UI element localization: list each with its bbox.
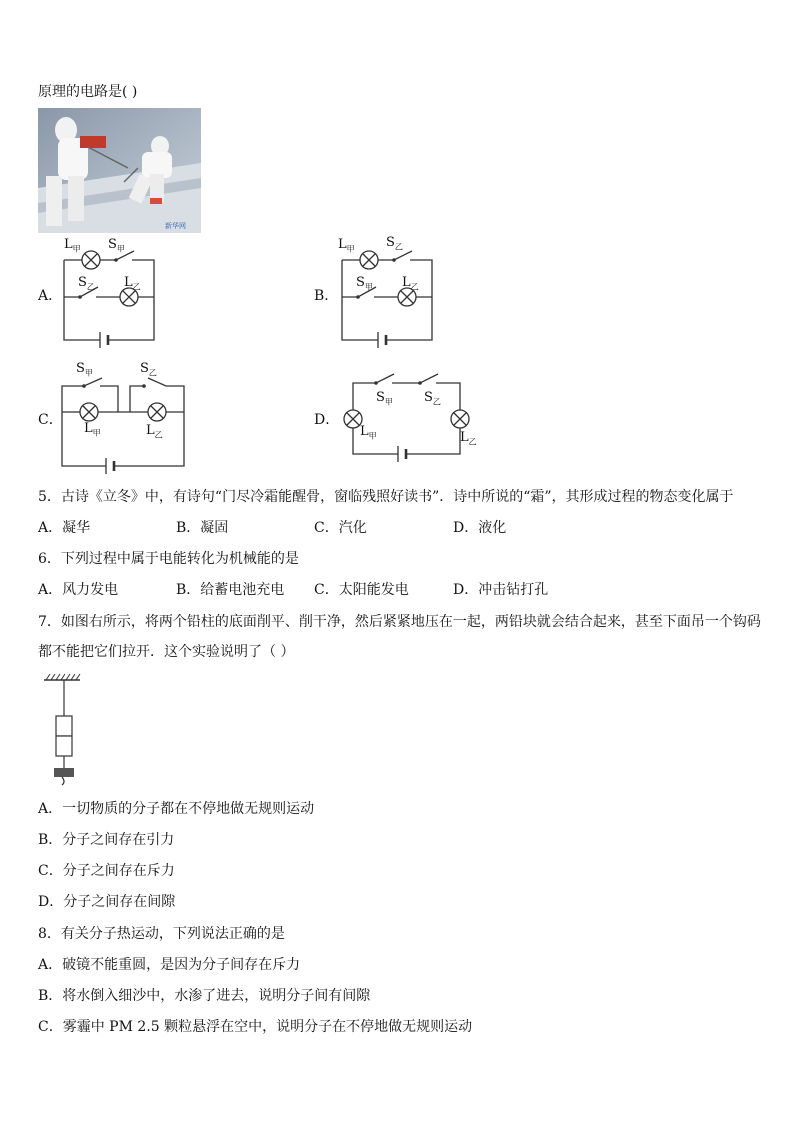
option-a-lamp1-label: $L_甲$ (64, 237, 81, 254)
fencing-photo (38, 108, 201, 233)
q7-option-c: C．分子之间存在斥力 (38, 863, 175, 879)
option-d-lamp2-label: $L_乙$ (460, 430, 477, 447)
option-c-letter: C． (38, 412, 63, 428)
option-a-letter: A． (38, 288, 63, 304)
option-c-lamp1-label: $L_甲$ (84, 421, 101, 438)
option-b-switch1-label: $S_乙$ (386, 235, 403, 252)
q5-stem: 5．古诗《立冬》中，有诗句“门尽冷霜能醒骨，窗临残照好读书”．诗中所说的“霜”，其形成过程的物态变化属于 (38, 489, 734, 505)
circuit-b (342, 240, 442, 350)
q6-option-a: A．风力发电 (38, 582, 119, 598)
q5-option-a: A．凝华 (38, 520, 91, 536)
q8-stem: 8．有关分子热运动，下列说法正确的是 (38, 926, 285, 942)
q6-option-c: C．太阳能发电 (314, 582, 409, 598)
option-c-switch2-label: $S_乙$ (140, 361, 157, 378)
option-a-switch1-label: $S_甲$ (108, 237, 125, 254)
option-d-letter: D． (314, 412, 340, 428)
q8-option-a: A．破镜不能重圆，是因为分子间存在斥力 (38, 957, 301, 973)
q7-option-b: B．分子之间存在引力 (38, 832, 175, 848)
q5-option-d: D．液化 (453, 520, 507, 536)
option-d-lamp1-label: $L_甲$ (360, 424, 377, 441)
q6-option-d: D．冲击钻打孔 (453, 582, 549, 598)
q7-stem-line2: 都不能把它们拉开．这个实验说明了（ ） (38, 644, 295, 660)
option-a-switch2-label: $S_乙$ (78, 275, 95, 292)
q5-option-b: B．凝固 (176, 520, 229, 536)
circuit-d (348, 378, 463, 458)
option-c-lamp2-label: $L_乙$ (146, 423, 163, 440)
option-c-switch1-label: $S_甲$ (76, 361, 93, 378)
q7-option-a: A．一切物质的分子都在不停地做无规则运动 (38, 801, 315, 817)
option-d-switch1-label: $S_甲$ (376, 390, 393, 407)
lead-cylinders-figure (40, 672, 90, 787)
option-b-letter: B． (314, 288, 339, 304)
q5-option-c: C．汽化 (314, 520, 367, 536)
photo-watermark: 新华网 (165, 222, 186, 230)
option-a-lamp2-label: $L_乙$ (124, 275, 141, 292)
q7-stem-line1: 7．如图右所示，将两个铅柱的底面削平、削干净，然后紧紧地压在一起，两铅块就会结合起来，甚至下面吊一个钩码 (38, 614, 761, 630)
q6-option-b: B．给蓄电池充电 (176, 582, 285, 598)
q6-stem: 6．下列过程中属于电能转化为机械能的是 (38, 551, 299, 567)
q7-option-d: D．分子之间存在间隙 (38, 894, 176, 910)
option-b-lamp2-label: $L_乙$ (402, 275, 419, 292)
q8-option-b: B．将水倒入细沙中，水渗了进去，说明分子间有间隙 (38, 988, 371, 1004)
option-b-switch2-label: $S_甲$ (356, 275, 373, 292)
option-d-switch2-label: $S_乙$ (424, 390, 441, 407)
q8-option-c: C．雾霾中 PM 2.5 颗粒悬浮在空中，说明分子在不停地做无规则运动 (38, 1019, 473, 1035)
q4-stem-tail: 原理的电路是( ) (38, 84, 138, 100)
circuit-c (62, 378, 187, 468)
option-b-lamp1-label: $L_甲$ (338, 237, 355, 254)
